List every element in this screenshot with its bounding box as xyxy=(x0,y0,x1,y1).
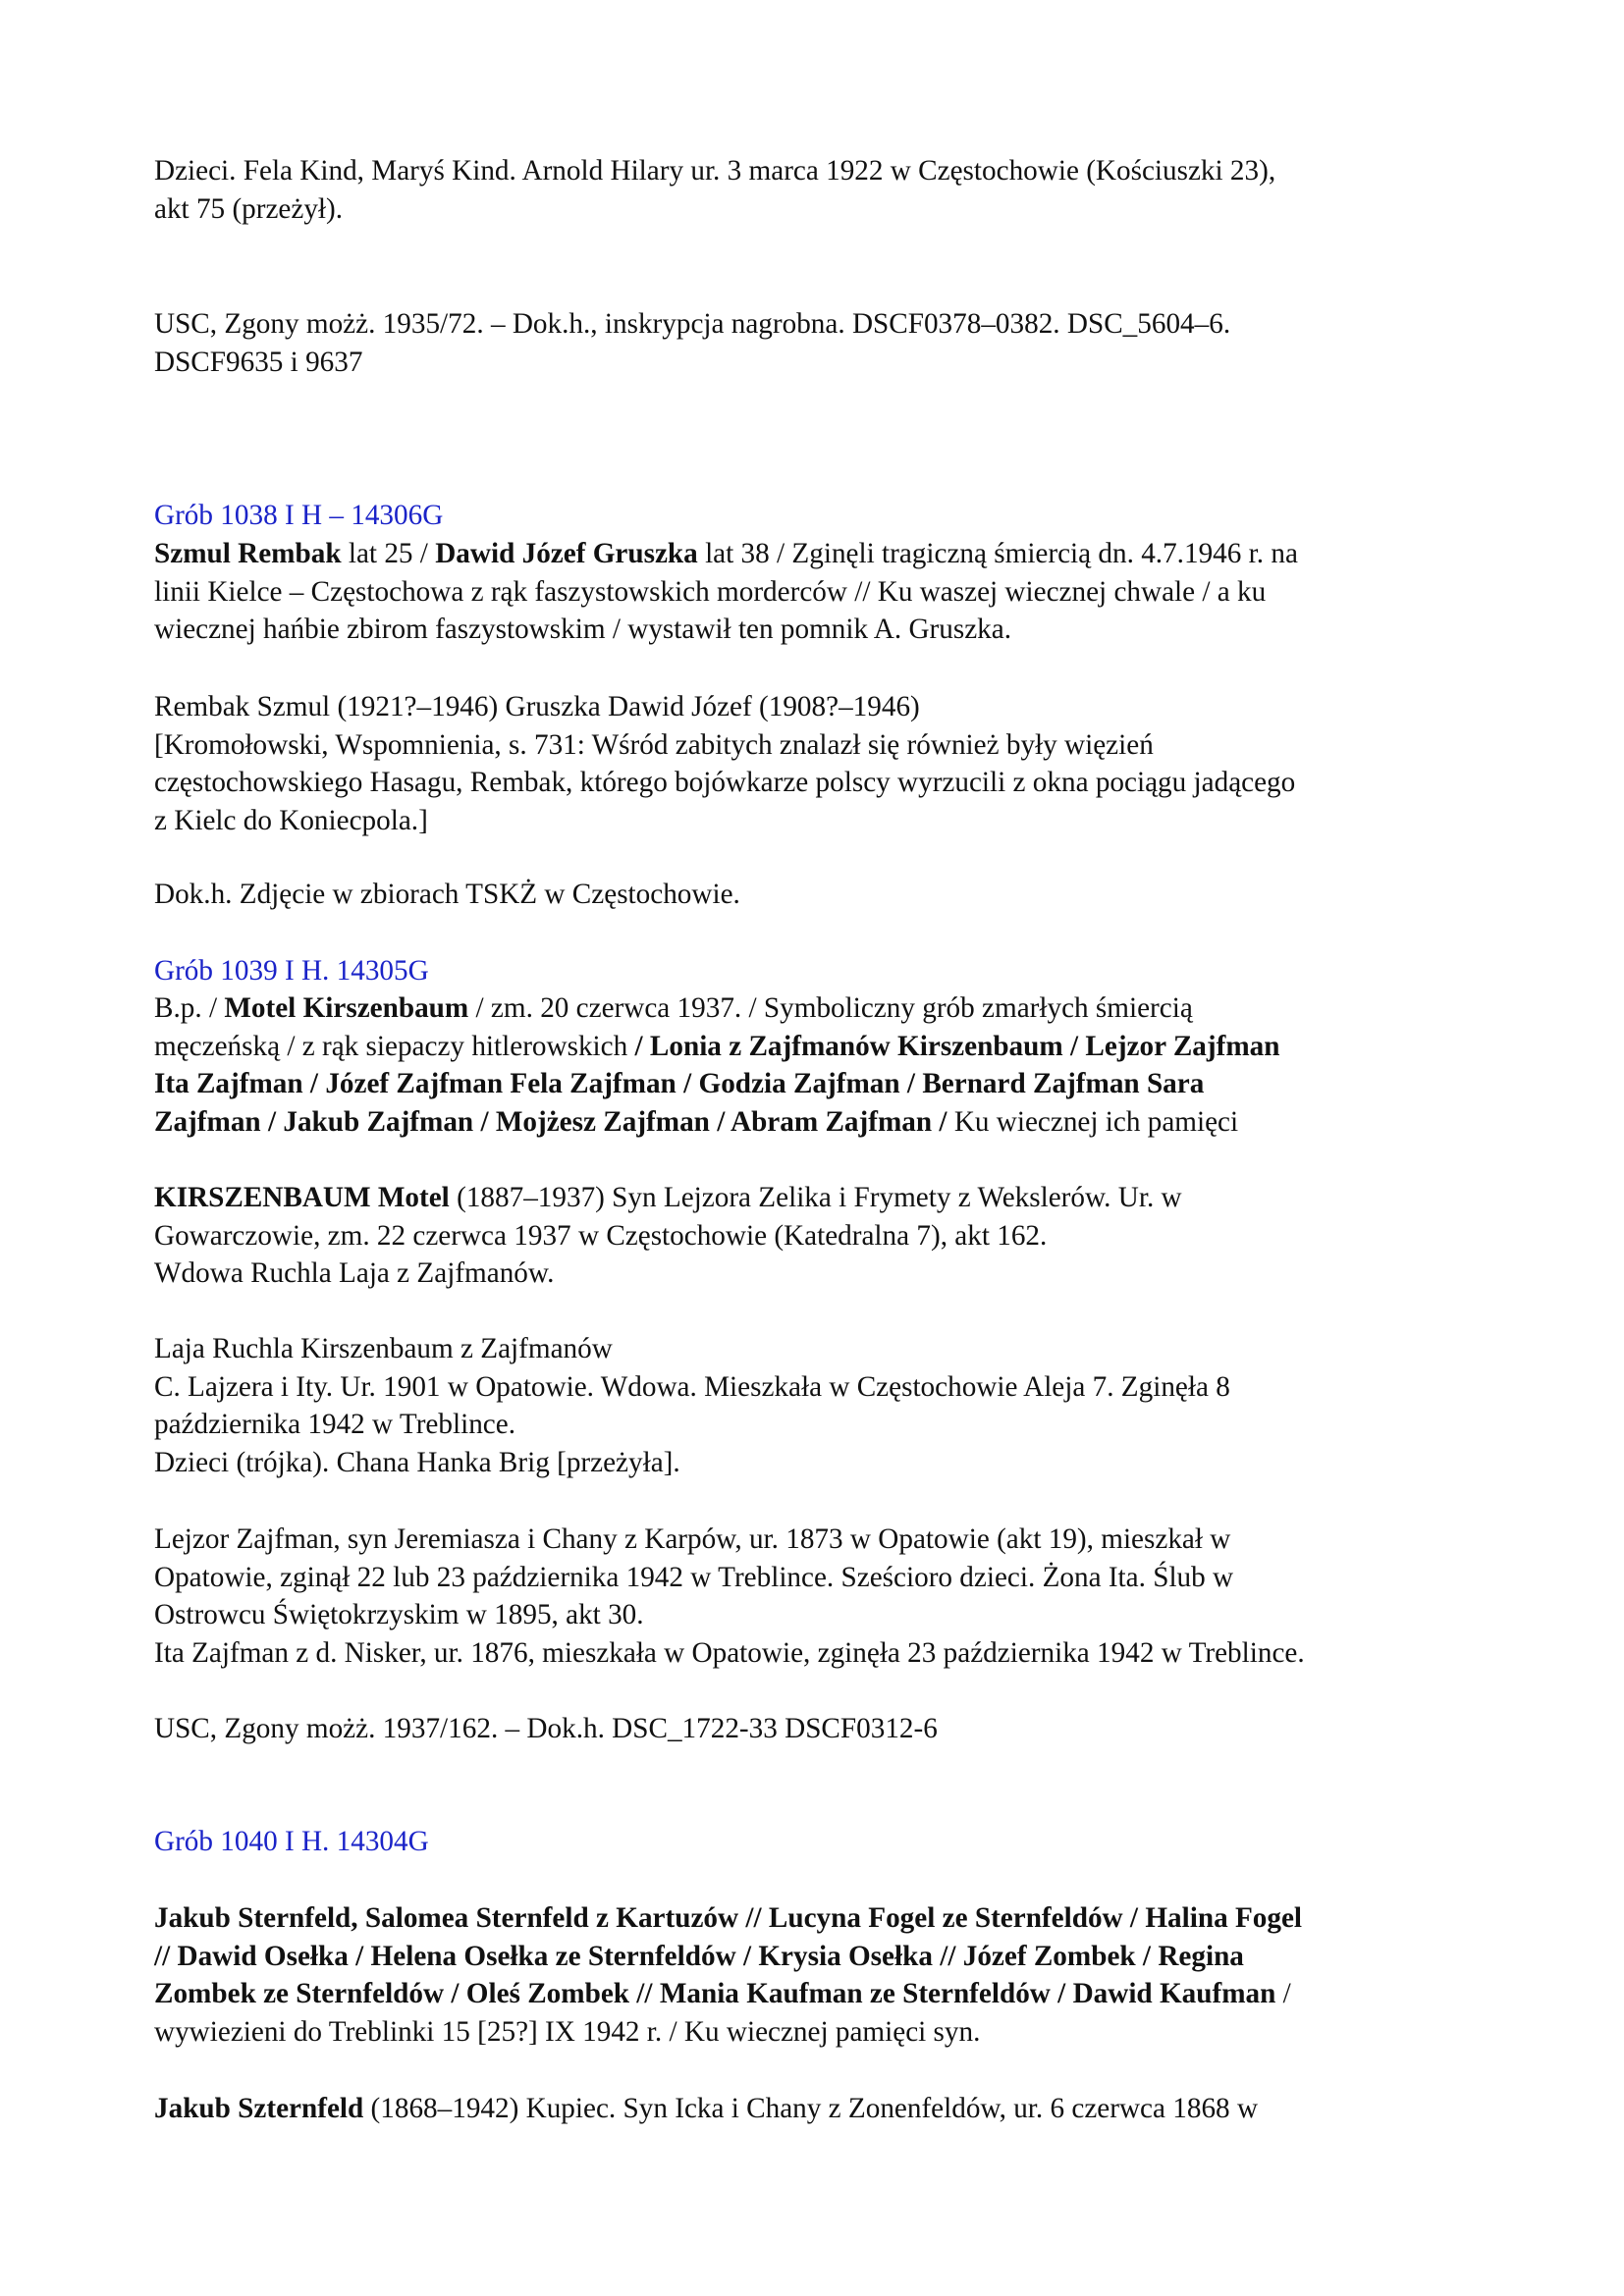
text-line: DSCF9635 i 9637 xyxy=(154,346,363,378)
grave-1038-heading: Grób 1038 I H – 14306G xyxy=(154,500,444,531)
text-run: linii Kielce – Częstochowa z rąk faszystowskich morderców // Ku waszej wiecznej chwale / a ku xyxy=(154,575,1267,608)
text-line xyxy=(154,989,1489,1028)
text-line: Dzieci (trójka). Chana Hanka Brig [przeżyła]. xyxy=(154,1446,680,1478)
text-run: lat 25 / xyxy=(341,538,436,569)
text-line xyxy=(154,611,1489,649)
bold-text-run: // Dawid Osełka / Helena Osełka ze Sternfeldów / Krysia Osełka // Józef Zombek / Regina xyxy=(154,1940,1244,1972)
text-line: października 1942 w Treblince. xyxy=(154,1409,515,1440)
grave-1039-motel-biography xyxy=(154,1179,1489,1293)
intro-children-paragraph xyxy=(154,152,1489,228)
text-line: Lejzor Zajfman, syn Jeremiasza i Chany z Karpów, ur. 1873 w Opatowie (akt 19), mieszkał w xyxy=(154,1523,1231,1555)
grave-1039-heading: Grób 1039 I H. 14305G xyxy=(154,955,429,987)
bold-text-run: Zombek ze Sternfeldów / Oleś Zombek // Mania Kaufman ze Sternfeldów / Dawid Kaufman xyxy=(154,1978,1276,2009)
text-run: B.p. / xyxy=(154,992,225,1024)
text-run: wywiezieni do Treblinki 15 [25?] IX 1942 r. / Ku wiecznej pamięci syn. xyxy=(154,2015,981,2048)
text-line xyxy=(154,573,1489,612)
text-run: / xyxy=(1275,1978,1291,2009)
bold-text-run: KIRSZENBAUM Motel xyxy=(154,1182,450,1213)
text-line xyxy=(154,2013,1489,2052)
grave-1038-source: Dok.h. Zdjęcie w zbiorach TSKŻ w Częstochowie. xyxy=(154,879,740,910)
text-line xyxy=(154,2090,1489,2128)
text-line xyxy=(154,1065,1489,1103)
bold-text-run: Zajfman / Jakub Zajfman / Mojżesz Zajfman / Abram Zajfman / xyxy=(154,1105,947,1138)
grave-1040-heading: Grób 1040 I H. 14304G xyxy=(154,1826,429,1857)
text-line xyxy=(154,1975,1489,2013)
bold-text-run: Ita Zajfman / Józef Zajfman Fela Zajfman / Godzia Zajfman / Bernard Zajfman Sara xyxy=(154,1068,1205,1099)
bold-text-run: Jakub Szternfeld xyxy=(154,2093,364,2124)
grave-1039-laja-biography xyxy=(154,1330,1489,1481)
text-run: (1887–1937) Syn Lejzora Zelika i Frymety z Wekslerów. Ur. w xyxy=(449,1182,1182,1213)
text-line: C. Lajzera i Ity. Ur. 1901 w Opatowie. Wdowa. Mieszkała w Częstochowie Aleja 7. Zginęła 8 xyxy=(154,1370,1230,1403)
text-line xyxy=(154,1103,1489,1142)
grave-1040-biography xyxy=(154,2090,1489,2128)
text-line: Ita Zajfman z d. Nisker, ur. 1876, mieszkała w Opatowie, zginęła 23 października 1942 w Treblince. xyxy=(154,1636,1305,1669)
bold-text-run: Jakub Sternfeld, Salomea Sternfeld z Kartuzów // Lucyna Fogel ze Sternfeldów / Halina Fogel xyxy=(154,1902,1303,1934)
bold-text-run: Motel Kirszenbaum xyxy=(224,992,469,1024)
text-line xyxy=(154,535,1489,573)
text-run: męczeńską / z rąk siepaczy hitlerowskich xyxy=(154,1030,635,1062)
text-line: Opatowie, zginął 22 lub 23 października 1942 w Treblince. Sześcioro dzieci. Żona Ita. Ślub w xyxy=(154,1561,1234,1593)
bold-text-run: Szmul Rembak xyxy=(154,538,342,569)
text-line xyxy=(154,1179,1489,1217)
grave-1039-inscription xyxy=(154,989,1489,1141)
text-line: Dzieci. Fela Kind, Maryś Kind. Arnold Hilary ur. 3 marca 1922 w Częstochowie (Kościuszki 23), xyxy=(154,155,1276,187)
text-line xyxy=(154,1255,1489,1293)
text-line: USC, Zgony możż. 1935/72. – Dok.h., inskrypcja nagrobna. DSCF0378–0382. DSC_5604–6. xyxy=(154,308,1231,340)
text-line: Laja Ruchla Kirszenbaum z Zajfmanów xyxy=(154,1333,613,1364)
text-line: Rembak Szmul (1921?–1946) Gruszka Dawid Józef (1908?–1946) xyxy=(154,691,920,722)
text-line xyxy=(154,1217,1489,1255)
text-line: częstochowskiego Hasagu, Rembak, którego bojówkarze polscy wyrzucili z okna pociągu jadącego xyxy=(154,767,1296,798)
grave-1039-lejzor-biography xyxy=(154,1521,1489,1672)
text-line: z Kielc do Koniecpola.] xyxy=(154,804,428,836)
grave-1038-inscription xyxy=(154,535,1489,649)
text-run: lat 38 / Zginęli tragiczną śmiercią dn. 4.7.1946 r. na xyxy=(697,538,1298,569)
grave-1040-inscription xyxy=(154,1899,1489,2051)
text-run: (1868–1942) Kupiec. Syn Icka i Chany z Zonenfeldów, ur. 6 czerwca 1868 w xyxy=(363,2093,1259,2124)
intro-sources-paragraph xyxy=(154,305,1489,381)
text-run: Wdowa Ruchla Laja z Zajfmanów. xyxy=(154,1257,555,1289)
text-line xyxy=(154,1028,1489,1066)
text-run: Gowarczowie, zm. 22 czerwca 1937 w Częstochowie (Katedralna 7), akt 162. xyxy=(154,1219,1048,1252)
bold-text-run: Dawid Józef Gruszka xyxy=(435,538,698,569)
text-run: wiecznej hańbie zbirom faszystowskim / wystawił ten pomnik A. Gruszka. xyxy=(154,614,1012,645)
text-line: akt 75 (przeżył). xyxy=(154,192,344,225)
grave-1039-source: USC, Zgony możż. 1937/162. – Dok.h. DSC_1722-33 DSCF0312-6 xyxy=(154,1713,938,1744)
text-line: Ostrowcu Świętokrzyskim w 1895, akt 30. xyxy=(154,1599,644,1630)
text-line xyxy=(154,1899,1489,1938)
text-run: Ku wiecznej ich pamięci xyxy=(947,1105,1239,1138)
bold-text-run: / Lonia z Zajfmanów Kirszenbaum / Lejzor Zajfman xyxy=(634,1030,1280,1062)
text-run: / zm. 20 czerwca 1937. / Symboliczny grób zmarłych śmiercią xyxy=(468,992,1193,1024)
text-line xyxy=(154,1938,1489,1976)
grave-1038-biography xyxy=(154,688,1489,839)
text-line: [Kromołowski, Wspomnienia, s. 731: Wśród zabitych znalazł się również były więzień xyxy=(154,728,1154,761)
